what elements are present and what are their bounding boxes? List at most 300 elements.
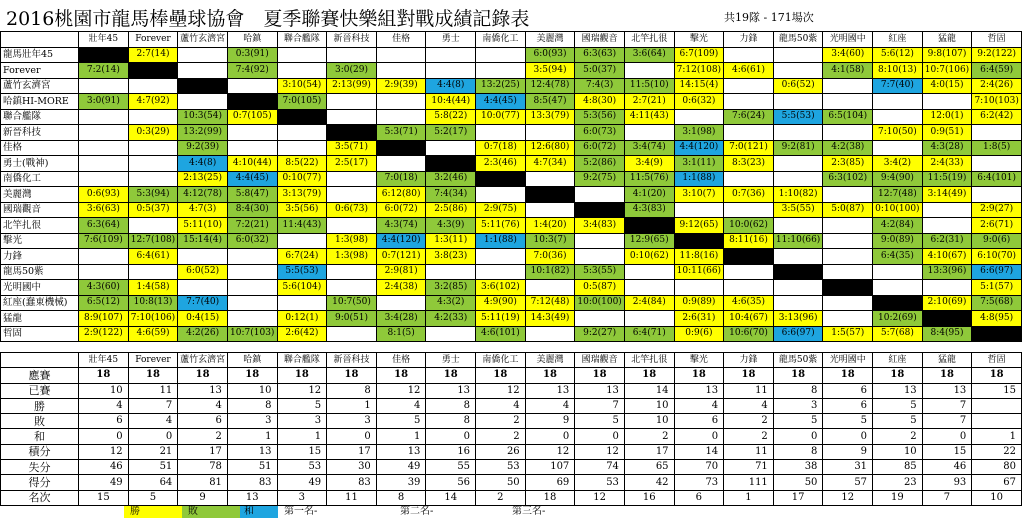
stat-value: 2	[724, 414, 774, 429]
stat-value: 0	[823, 429, 873, 444]
loss-cell: 12:9(65)	[624, 233, 674, 249]
win-cell: 0:7(18)	[476, 140, 526, 156]
stat-value: 53	[476, 460, 526, 475]
stat-value: 18	[525, 368, 575, 383]
stat-value: 18	[227, 368, 277, 383]
stat-value: 4	[128, 414, 178, 429]
empty-match-cell	[277, 140, 327, 156]
loss-cell: 4:2(38)	[823, 140, 873, 156]
loss-cell: 11:5(19)	[922, 171, 972, 187]
loss-cell: 5:3(71)	[376, 125, 426, 141]
legend-tie-label: 和	[244, 506, 254, 517]
win-cell: 2:7(21)	[624, 94, 674, 110]
loss-cell: 9:2(81)	[773, 140, 823, 156]
stat-value: 18	[922, 368, 972, 383]
loss-cell: 13:2(99)	[178, 125, 228, 141]
stat-value: 5	[873, 414, 923, 429]
loss-cell: 12:7(48)	[873, 187, 923, 203]
stat-value: 18	[128, 368, 178, 383]
self-match-cell	[128, 63, 178, 79]
loss-cell: 6:3(102)	[823, 171, 873, 187]
stat-value: 49	[376, 460, 426, 475]
empty-match-cell	[773, 171, 823, 187]
stat-value: 83	[327, 475, 377, 490]
win-cell: 8:10(13)	[873, 63, 923, 79]
empty-match-cell	[227, 140, 277, 156]
legend-loss-label: 敗	[188, 506, 198, 517]
empty-match-cell	[128, 78, 178, 94]
stat-value: 65	[624, 460, 674, 475]
stat-value: 83	[227, 475, 277, 490]
stat-value: 16	[426, 444, 476, 459]
empty-match-cell	[476, 125, 526, 141]
stat-value: 4	[178, 398, 228, 413]
win-cell: 8:5(22)	[277, 156, 327, 172]
stat-value: 78	[178, 460, 228, 475]
column-header-team: 擊光	[674, 32, 724, 48]
loss-cell: 3:0(29)	[327, 63, 377, 79]
empty-match-cell	[724, 171, 774, 187]
empty-match-cell	[476, 187, 526, 203]
loss-cell: 7:4(92)	[227, 63, 277, 79]
win-cell: 0:5(87)	[575, 280, 625, 296]
stats-row-label: 應賽	[1, 368, 79, 383]
empty-match-cell	[476, 249, 526, 265]
stat-value: 51	[128, 460, 178, 475]
matrix-row	[1, 264, 1022, 280]
loss-cell: 5:3(56)	[575, 109, 625, 125]
loss-cell: 9:0(6)	[972, 233, 1022, 249]
loss-cell: 3:0(91)	[79, 94, 129, 110]
empty-match-cell	[376, 109, 426, 125]
stat-value: 15	[79, 490, 129, 505]
win-cell: 2:4(84)	[624, 295, 674, 311]
empty-match-cell	[128, 171, 178, 187]
loss-cell: 6:2(31)	[922, 233, 972, 249]
matrix-row	[1, 78, 1022, 94]
empty-match-cell	[972, 156, 1022, 172]
loss-cell: 8:4(30)	[227, 202, 277, 218]
loss-cell: 6:4(59)	[972, 63, 1022, 79]
row-header-team: 國瑞觀音	[1, 202, 79, 218]
win-cell: 5:1(57)	[972, 280, 1022, 296]
loss-cell: 4:2(84)	[873, 218, 923, 234]
empty-match-cell	[476, 47, 526, 63]
stat-value: 3	[277, 414, 327, 429]
loss-cell: 4:3(60)	[79, 280, 129, 296]
tie-cell: 4:4(45)	[227, 171, 277, 187]
stat-value: 81	[178, 475, 228, 490]
stats-row-label: 得分	[1, 475, 79, 490]
stats-row-label: 失分	[1, 460, 79, 475]
empty-match-cell	[178, 94, 228, 110]
loss-cell: 5:3(94)	[128, 187, 178, 203]
win-cell: 0:10(62)	[624, 249, 674, 265]
win-cell: 10:7(106)	[922, 63, 972, 79]
stat-value: 6	[823, 398, 873, 413]
win-cell: 2:6(31)	[674, 311, 724, 327]
stat-value: 18	[624, 368, 674, 383]
stat-value: 2	[476, 429, 526, 444]
win-cell: 8:3(23)	[724, 156, 774, 172]
stat-value: 10	[79, 383, 129, 398]
loss-cell: 13:3(96)	[922, 264, 972, 280]
stats-column-team: 北竿扎很	[624, 353, 674, 368]
loss-cell: 9:2(27)	[575, 326, 625, 342]
empty-match-cell	[327, 218, 377, 234]
empty-match-cell	[277, 63, 327, 79]
stat-value: 8	[426, 414, 476, 429]
win-cell: 0:6(93)	[79, 187, 129, 203]
stat-value: 3	[327, 414, 377, 429]
loss-cell: 3:6(64)	[624, 47, 674, 63]
win-cell: 11:8(16)	[674, 249, 724, 265]
win-cell: 6:2(42)	[972, 109, 1022, 125]
stat-value: 18	[178, 368, 228, 383]
stat-value: 16	[624, 490, 674, 505]
stat-value: 2	[178, 429, 228, 444]
win-cell: 0:4(15)	[178, 311, 228, 327]
self-match-cell	[79, 47, 129, 63]
win-cell: 0:6(32)	[674, 94, 724, 110]
win-cell: 0:7(36)	[724, 187, 774, 203]
empty-match-cell	[624, 125, 674, 141]
loss-cell: 6:3(63)	[575, 47, 625, 63]
empty-match-cell	[128, 140, 178, 156]
stat-value: 18	[376, 368, 426, 383]
stat-value: 18	[873, 368, 923, 383]
stat-value: 107	[525, 460, 575, 475]
stats-row-label: 已賽	[1, 383, 79, 398]
empty-match-cell	[823, 78, 873, 94]
stats-row-label: 名次	[1, 490, 79, 505]
win-cell: 1:3(11)	[426, 233, 476, 249]
stat-value: 0	[575, 429, 625, 444]
matrix-row	[1, 109, 1022, 125]
loss-cell: 11:5(76)	[624, 171, 674, 187]
win-cell: 4:10(67)	[922, 249, 972, 265]
empty-match-cell	[773, 249, 823, 265]
stats-column-team: Forever	[128, 353, 178, 368]
empty-match-cell	[773, 47, 823, 63]
tie-cell: 4:4(8)	[178, 156, 228, 172]
win-cell: 3:5(94)	[525, 63, 575, 79]
tie-cell: 7:7(40)	[178, 295, 228, 311]
win-cell: 14:15(4)	[674, 78, 724, 94]
win-cell: 3:4(2)	[873, 156, 923, 172]
win-cell: 5:11(10)	[178, 218, 228, 234]
win-cell: 8:11(16)	[724, 233, 774, 249]
stat-value: 10	[873, 444, 923, 459]
empty-match-cell	[178, 249, 228, 265]
matrix-row	[1, 171, 1022, 187]
loss-cell: 9:0(51)	[327, 311, 377, 327]
stat-value: 4	[525, 398, 575, 413]
win-cell: 2:5(86)	[426, 202, 476, 218]
stat-value: 1	[227, 429, 277, 444]
stat-value: 11	[724, 383, 774, 398]
tie-cell: 4:4(45)	[476, 94, 526, 110]
empty-match-cell	[476, 264, 526, 280]
win-cell: 4:7(92)	[128, 94, 178, 110]
row-header-team: 力鋒	[1, 249, 79, 265]
empty-match-cell	[724, 78, 774, 94]
stat-value: 9	[178, 490, 228, 505]
stats-column-team: 力鋒	[724, 353, 774, 368]
stats-column-team: 猛龍	[922, 353, 972, 368]
loss-cell: 4:3(2)	[426, 295, 476, 311]
stat-value: 13	[227, 490, 277, 505]
stat-value: 12	[277, 383, 327, 398]
empty-match-cell	[823, 264, 873, 280]
loss-cell: 3:4(28)	[376, 311, 426, 327]
stat-value: 46	[922, 460, 972, 475]
stats-row-label: 敗	[1, 414, 79, 429]
stat-value: 0	[327, 429, 377, 444]
stat-value: 2	[724, 429, 774, 444]
empty-match-cell	[227, 311, 277, 327]
empty-match-cell	[376, 156, 426, 172]
stat-value: 38	[773, 460, 823, 475]
win-cell: 6:12(80)	[376, 187, 426, 203]
loss-cell: 7:2(14)	[79, 63, 129, 79]
column-header-team: 哲固	[972, 32, 1022, 48]
empty-match-cell	[773, 218, 823, 234]
empty-match-cell	[426, 47, 476, 63]
empty-match-cell	[873, 140, 923, 156]
win-cell: 12:0(1)	[922, 109, 972, 125]
stats-column-team: 蘆竹玄濟宮	[178, 353, 228, 368]
loss-cell: 7:0(105)	[277, 94, 327, 110]
column-header-team: Forever	[128, 32, 178, 48]
win-cell: 1:4(20)	[525, 218, 575, 234]
empty-match-cell	[128, 218, 178, 234]
empty-match-cell	[327, 326, 377, 342]
win-cell: 9:2(122)	[972, 47, 1022, 63]
column-header-team: 蘆竹玄濟宮	[178, 32, 228, 48]
team-count-subtitle: 共19隊 - 171場次	[724, 11, 814, 24]
stat-value	[972, 414, 1022, 429]
row-header-team: 聯合艦隊	[1, 109, 79, 125]
win-cell: 5:11(76)	[476, 218, 526, 234]
stat-value: 0	[674, 429, 724, 444]
loss-cell: 4:1(58)	[823, 63, 873, 79]
stat-value: 50	[476, 475, 526, 490]
stat-value: 13	[674, 383, 724, 398]
stat-value: 15	[922, 444, 972, 459]
empty-match-cell	[327, 94, 377, 110]
stats-column-team: 美麗灣	[525, 353, 575, 368]
stat-value: 8	[327, 383, 377, 398]
empty-match-cell	[376, 295, 426, 311]
self-match-cell	[724, 249, 774, 265]
loss-cell: 6:5(12)	[79, 295, 129, 311]
stat-value: 15	[972, 383, 1022, 398]
empty-match-cell	[525, 202, 575, 218]
stat-value: 11	[128, 383, 178, 398]
empty-match-cell	[575, 233, 625, 249]
tie-cell: 4:4(120)	[674, 140, 724, 156]
stat-value: 18	[525, 490, 575, 505]
empty-match-cell	[624, 63, 674, 79]
stat-value: 14	[674, 444, 724, 459]
empty-match-cell	[922, 202, 972, 218]
stat-value: 6	[674, 490, 724, 505]
column-header-team: 佳格	[376, 32, 426, 48]
win-cell: 3:13(79)	[277, 187, 327, 203]
matrix-row	[1, 233, 1022, 249]
stat-value: 70	[674, 460, 724, 475]
row-header-team: 龍馬壯年45	[1, 47, 79, 63]
win-cell: 10:4(44)	[426, 94, 476, 110]
win-cell: 0:10(77)	[277, 171, 327, 187]
self-match-cell	[823, 280, 873, 296]
stat-value: 12	[376, 383, 426, 398]
empty-match-cell	[476, 63, 526, 79]
matrix-corner	[1, 32, 79, 48]
stat-value: 50	[773, 475, 823, 490]
win-cell: 4:6(59)	[128, 326, 178, 342]
empty-match-cell	[823, 218, 873, 234]
stat-value: 42	[624, 475, 674, 490]
loss-cell: 4:3(74)	[376, 218, 426, 234]
win-cell: 4:0(15)	[922, 78, 972, 94]
stat-value: 7	[922, 490, 972, 505]
win-cell: 2:10(69)	[922, 295, 972, 311]
win-cell: 3:5(71)	[327, 140, 377, 156]
empty-match-cell	[79, 125, 129, 141]
stats-row-label: 勝	[1, 398, 79, 413]
stats-column-team: 佳格	[376, 353, 426, 368]
self-match-cell	[972, 326, 1022, 342]
row-header-team: 美麗灣	[1, 187, 79, 203]
row-header-team: 擊光	[1, 233, 79, 249]
stat-value: 57	[823, 475, 873, 490]
matrix-row	[1, 156, 1022, 172]
stat-value: 11	[724, 444, 774, 459]
stat-value: 3	[227, 414, 277, 429]
stat-value: 49	[79, 475, 129, 490]
stats-column-team: 光明國中	[823, 353, 873, 368]
stat-value	[972, 398, 1022, 413]
win-cell: 2:3(46)	[476, 156, 526, 172]
win-cell: 4:11(43)	[624, 109, 674, 125]
empty-match-cell	[525, 171, 575, 187]
loss-cell: 10:2(69)	[873, 311, 923, 327]
stat-value: 14	[426, 490, 476, 505]
loss-cell: 5:3(55)	[575, 264, 625, 280]
win-cell: 2:5(17)	[327, 156, 377, 172]
empty-match-cell	[79, 78, 129, 94]
empty-match-cell	[227, 295, 277, 311]
page-title: 2016桃園市龍馬棒壘球協會 夏季聯賽快樂組對戰成績記錄表	[6, 8, 530, 30]
empty-match-cell	[823, 94, 873, 110]
win-cell: 2:7(14)	[128, 47, 178, 63]
loss-cell: 7:6(24)	[724, 109, 774, 125]
stat-value: 13	[178, 383, 228, 398]
stat-value: 17	[327, 444, 377, 459]
stat-value: 53	[277, 460, 327, 475]
win-cell: 3:6(63)	[79, 202, 129, 218]
loss-cell: 9:2(75)	[575, 171, 625, 187]
loss-cell: 11:4(43)	[277, 218, 327, 234]
loss-cell: 10:8(13)	[128, 295, 178, 311]
win-cell: 0:10(100)	[873, 202, 923, 218]
empty-match-cell	[277, 125, 327, 141]
loss-cell: 5:2(86)	[575, 156, 625, 172]
win-cell: 1:4(58)	[128, 280, 178, 296]
win-cell: 2:9(27)	[972, 202, 1022, 218]
stat-value: 7	[922, 414, 972, 429]
loss-cell: 8:5(47)	[525, 94, 575, 110]
win-cell: 6:7(24)	[277, 249, 327, 265]
matrix-row	[1, 125, 1022, 141]
empty-match-cell	[79, 171, 129, 187]
win-cell: 4:6(35)	[724, 295, 774, 311]
win-cell: 6:4(61)	[128, 249, 178, 265]
self-match-cell	[575, 202, 625, 218]
stat-value: 0	[426, 429, 476, 444]
self-match-cell	[674, 233, 724, 249]
stat-value: 2	[873, 429, 923, 444]
tie-cell: 5:5(53)	[277, 264, 327, 280]
stats-column-team: 國瑞觀音	[575, 353, 625, 368]
matrix-row	[1, 280, 1022, 296]
stat-value: 4	[674, 398, 724, 413]
empty-match-cell	[773, 156, 823, 172]
win-cell: 2:4(38)	[376, 280, 426, 296]
win-cell: 14:3(49)	[525, 311, 575, 327]
empty-match-cell	[823, 311, 873, 327]
empty-match-cell	[823, 295, 873, 311]
row-header-team: 龍馬50紫	[1, 264, 79, 280]
empty-match-cell	[376, 63, 426, 79]
row-header-team: 哲固	[1, 326, 79, 342]
empty-match-cell	[277, 295, 327, 311]
stat-value: 12	[476, 383, 526, 398]
empty-match-cell	[624, 264, 674, 280]
empty-match-cell	[426, 63, 476, 79]
stat-value: 13	[525, 383, 575, 398]
stat-value: 4	[376, 398, 426, 413]
win-cell: 3:13(96)	[773, 311, 823, 327]
stat-value: 12	[575, 490, 625, 505]
stat-value: 46	[79, 460, 129, 475]
empty-match-cell	[426, 264, 476, 280]
stat-value: 3	[773, 398, 823, 413]
empty-match-cell	[823, 125, 873, 141]
stat-value: 10	[624, 398, 674, 413]
stats-column-team: 南僑化工	[476, 353, 526, 368]
win-cell: 3:10(7)	[674, 187, 724, 203]
stats-column-team: 紅座	[873, 353, 923, 368]
stat-value: 9	[525, 414, 575, 429]
row-header-team: 蘆竹玄濟宮	[1, 78, 79, 94]
win-cell: 3:4(83)	[575, 218, 625, 234]
stat-value: 2	[476, 414, 526, 429]
empty-match-cell	[178, 280, 228, 296]
matrix-row	[1, 63, 1022, 79]
row-header-team: 紅座(蠢東機械)	[1, 295, 79, 311]
stat-value: 67	[972, 475, 1022, 490]
empty-match-cell	[277, 233, 327, 249]
win-cell: 1:10(82)	[773, 187, 823, 203]
stat-value: 5	[773, 414, 823, 429]
stat-value: 11	[327, 490, 377, 505]
stat-value: 6	[79, 414, 129, 429]
empty-match-cell	[873, 109, 923, 125]
empty-match-cell	[575, 249, 625, 265]
